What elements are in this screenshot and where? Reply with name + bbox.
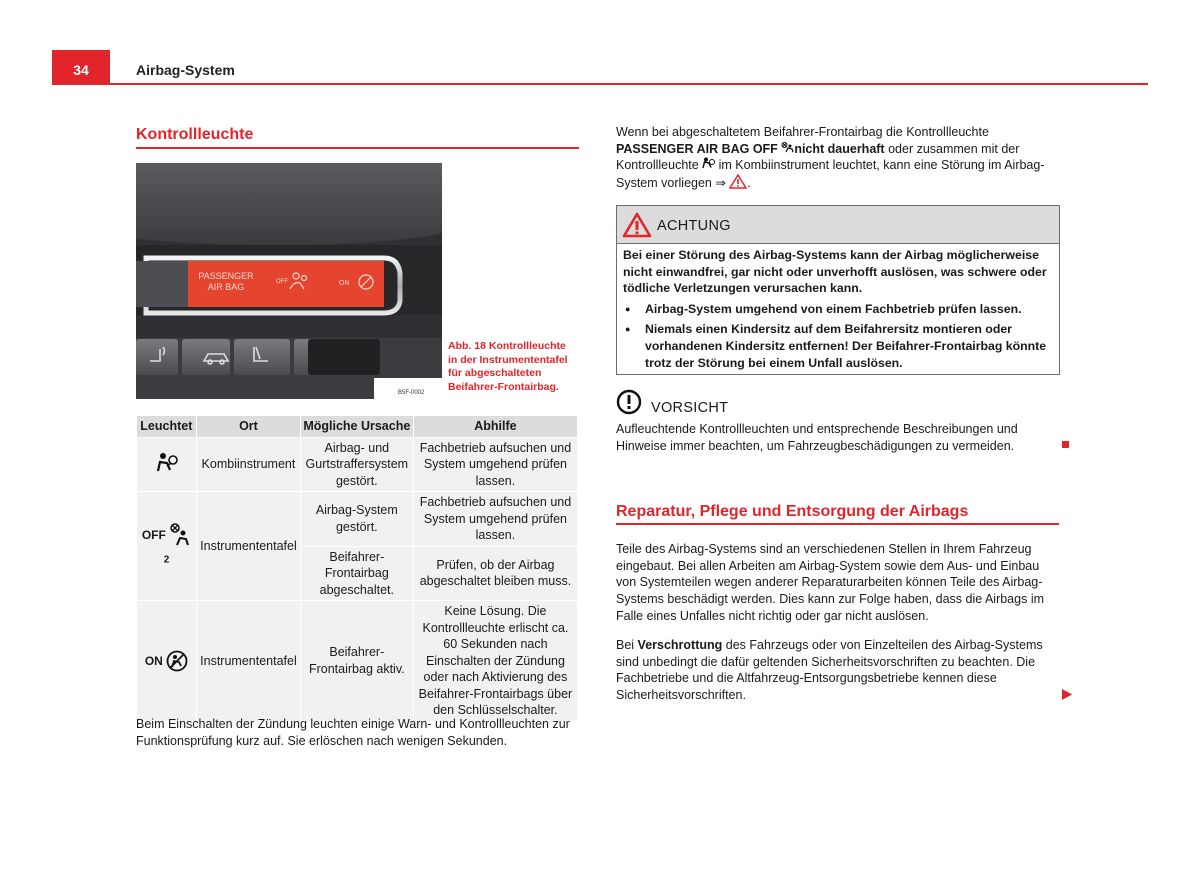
figure-caption-text: Kontrollleuchte in der Instrumententafel für abgeschalteten Beifahrer-Frontairbag. [448,340,568,393]
col-abhilfe: Abhilfe [413,416,577,437]
row3-ort: Instrumententafel [197,601,301,722]
chapter-title: Airbag-System [136,62,235,78]
row2-ursache-a: Airbag-System gestört. [300,492,413,547]
section-rule [616,523,1059,525]
warning-triangle-icon [622,212,652,238]
warning-intro: Bei einer Störung des Airbag-Systems kann der Airbag möglicherweise nicht einwandfrei, gar nicht oder unverhofft auslösen, was schwere oder tödliche Verletzungen verursachen kann. [623,248,1047,296]
table-row [137,492,578,547]
row2-ursache-b: Beifahrer-Frontairbag abgeschaltet. [300,546,413,601]
row3-abhilfe: Keine Lösung. Die Kontrollleuchte erlischt ca. 60 Sekunden nach Einschalten der Zündung oder nach Aktivierung des Beifahrer-Frontairbags über den Schlüsselschalter. [413,601,577,722]
figure-dashboard-photo [136,163,442,399]
malfunction-text-2: oder zusammen mit der Kontrollleuchte [616,141,1020,173]
panel-off-label: OFF [276,279,288,285]
row3-ursache: Beifahrer-Frontairbag aktiv. [300,601,413,722]
airbag-on-icon [166,650,188,672]
airbag-fault-icon [155,451,179,473]
ignition-paragraph: Beim Einschalten der Zündung leuchten einige Warn- und Kontrollleuchten zur Funktionsprüfung kurz auf. Sie erlöschen nach wenigen Sekunden. [136,717,570,748]
repair-paragraph: Teile des Airbag-Systems sind an verschiedenen Stellen in Ihrem Fahrzeug eingebaut. Bei allen Arbeiten am Airbag-System sowie dem Aus- und Einbau von Systemteilen wegen anderer Reparaturarbeiten können Teile des Airbag-Systems beschädigt werden. Dies kann zur Folge haben, dass die Airbags im Falle eines Unfalles nicht richtig oder gar nicht auslösen. [616,542,1045,623]
section-heading-kontrollleuchte: Kontrollleuchte [136,126,254,143]
scrapping-paragraph [616,637,1060,704]
caution-text: Aufleuchtende Kontrollleuchten und entsprechende Beschreibungen und Hinweise immer beachten, um Fahrzeugbeschädigungen zu vermeiden. [616,422,1018,453]
figure-code: B5F-0002 [398,390,425,396]
malfunction-paragraph: Wenn bei abgeschaltetem Beifahrer-Frontairbag die Kontrollleuchte PASSENGER AIR BAG OFF nicht dauerhaft oder zusammen mit der Kontrollleuchte im Kombiinstrument leuchtet, kann eine Störung im Airbag-System vorliegen ⇒ . [616,125,1045,191]
airbag-off-icon [169,523,191,547]
col-ursache: Mögliche Ursache [300,416,413,437]
scrapping-text-1: Bei [616,638,638,652]
row1-ursache: Airbag- und Gurtstraffersystem gestört. [300,437,413,492]
warning-title: ACHTUNG [657,218,731,234]
figure-caption [448,340,578,394]
table-row [137,437,578,492]
table-header-row [137,416,578,437]
off-subscript: 2 [163,554,170,566]
airbag-off-icon-cell [137,492,197,601]
row1-abhilfe: Fachbetrieb aufsuchen und System umgehend prüfen lassen. [413,437,577,492]
row2-ort: Instrumententafel [197,492,301,601]
not-permanent-label: nicht dauerhaft [794,141,885,156]
caution-exclamation-icon [616,389,642,415]
figure-caption-ref: Abb. 18 [448,340,486,352]
scrapping-bold: Verschrottung [637,638,723,652]
page-number: 34 [73,62,89,78]
panel-airbag-label: AIR BAG [207,282,245,292]
malfunction-text-3: im Kombiinstrument leuchtet, kann eine Störung im Airbag-System vorliegen ⇒ [616,158,1045,191]
airbag-off-inline-icon [781,142,794,153]
col-ort: Ort [197,416,301,437]
header-rule [52,83,1148,85]
warning-bullet-1: ● Airbag-System umgehend von einem Fachbetrieb prüfen lassen. [623,301,1053,318]
warning-bullet-2: ● Niemals einen Kindersitz auf dem Beifahrersitz montieren oder vorhandenen Kindersitz entfernen! Der Beifahrer-Frontairbag könnte trotz der Störung bei einem Unfall auslösen. [623,321,1053,371]
warning-body [617,244,1059,371]
off-label: OFF [141,527,166,542]
airbag-fault-icon-cell [137,437,197,492]
warning-header [617,206,1059,244]
section-end-marker [1062,441,1069,448]
warning-triangle-inline-icon [729,174,747,189]
warning-light-table [136,416,578,722]
passenger-airbag-off-label: PASSENGER AIR BAG OFF [616,141,778,156]
airbag-on-icon-cell [137,601,197,722]
col-leuchtet: Leuchtet [137,416,197,437]
scrapping-text-2: des Fahrzeugs oder von Einzelteilen des Airbag-Systems sind unbedingt die dafür geltenden Sicherheitsvorschriften zu beachten. Die Fachbetriebe und die Altfahrzeug-Entsorgungsbetriebe kennen diese Sicherheitsvorschriften. [616,638,1043,703]
row1-ort: Kombiinstrument [197,437,301,492]
malfunction-text-1: Wenn bei abgeschaltetem Beifahrer-Frontairbag die Kontrollleuchte [616,125,989,139]
panel-on-label: ON [339,280,350,287]
row2-abhilfe-a: Fachbetrieb aufsuchen und System umgehend prüfen lassen. [413,492,577,547]
continue-arrow-icon [1062,689,1072,700]
airbag-fault-inline-icon [702,157,715,169]
table-row [137,601,578,722]
dashboard-illustration [136,163,442,399]
warning-box [616,205,1060,375]
row2-abhilfe-b: Prüfen, ob der Airbag abgeschaltet bleiben muss. [413,546,577,601]
on-label: ON [144,653,163,668]
section-heading-reparatur: Reparatur, Pflege und Entsorgung der Airbags [616,503,969,520]
panel-passenger-label: PASSENGER [198,271,254,281]
caution-title: VORSICHT [651,400,729,416]
section-rule [136,147,579,149]
